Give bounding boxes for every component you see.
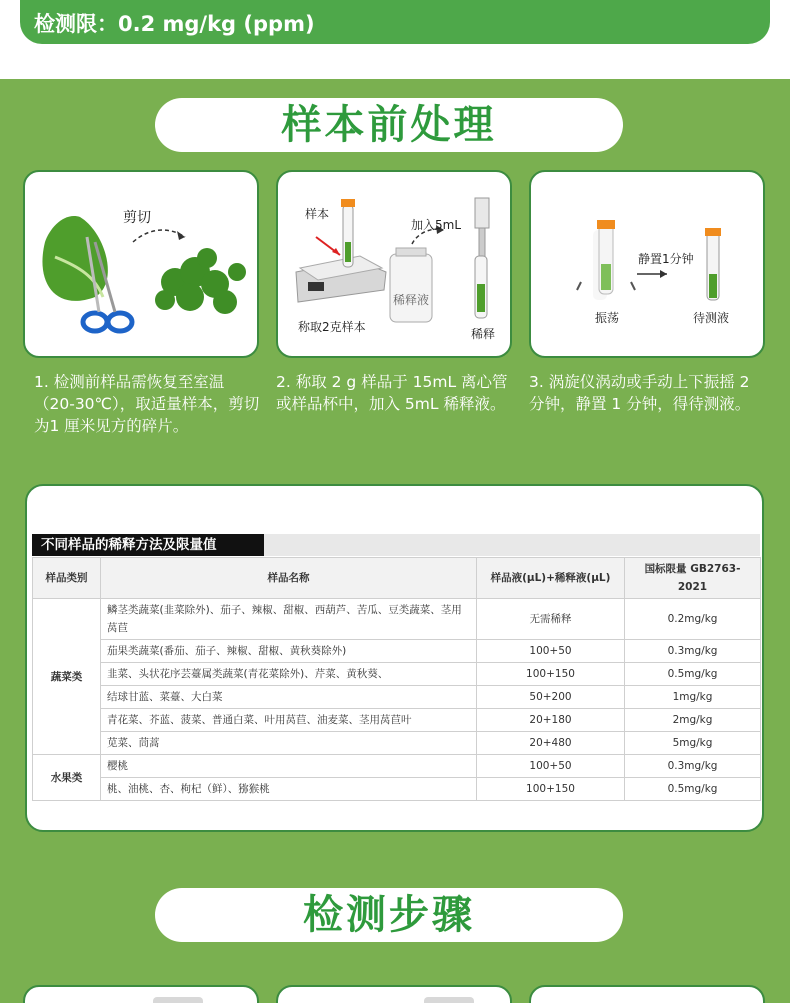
label-sample: 样本: [305, 207, 330, 221]
table-row: [33, 755, 761, 778]
step-1-desc: 1. 检测前样品需恢复至室温（20-30℃），取适量样本，剪切为1 厘米见方的碎片。: [34, 373, 260, 435]
limit-cell: 5mg/kg: [625, 732, 761, 755]
table-row: [33, 640, 761, 663]
ratio-cell: 20+480: [477, 732, 625, 755]
table-row: [33, 709, 761, 732]
step-card-detect-2: [276, 985, 512, 1003]
detection-limit: 检测限：0.2 mg/kg (ppm): [34, 12, 315, 36]
table-row: [33, 599, 761, 640]
header-limit: 国标限量 GB2763-2021: [625, 558, 761, 599]
label-cut: 剪切: [123, 210, 151, 226]
limit-cell: 2mg/kg: [625, 709, 761, 732]
label-shake: 振荡: [595, 311, 620, 325]
limit-cell: 1mg/kg: [625, 686, 761, 709]
ratio-cell: 50+200: [477, 686, 625, 709]
limit-cell: 0.3mg/kg: [625, 755, 761, 778]
name-cell: 青花菜、芥蓝、菠菜、普通白菜、叶用莴苣、油麦菜、茎用莴苣叶: [101, 709, 477, 732]
header-ratio: 样品液(μL)+稀释液(μL): [477, 558, 625, 599]
limit-cell: 0.2mg/kg: [625, 599, 761, 640]
step-card-detect-1: [23, 985, 259, 1003]
ratio-cell: 无需稀释: [477, 599, 625, 640]
step-card-shake: [529, 170, 765, 358]
label-ready: 待测液: [693, 311, 730, 325]
step-card-detect-3: [529, 985, 765, 1003]
device-image: [424, 997, 474, 1003]
label-rest-1min: 静置1分钟: [638, 252, 694, 266]
category-cell: 蔬菜类: [33, 599, 101, 755]
name-cell: 鳞茎类蔬菜(韭菜除外)、茄子、辣椒、甜椒、西葫芦、苦瓜、豆类蔬菜、茎用莴苣: [101, 599, 477, 640]
ratio-cell: 100+150: [477, 663, 625, 686]
step-2-desc: 2. 称取 2 g 样品于 15mL 离心管或样品杯中，加入 5mL 稀释液。: [276, 373, 508, 413]
ratio-cell: 20+180: [477, 709, 625, 732]
limit-cell: 0.3mg/kg: [625, 640, 761, 663]
label-dilute: 稀释: [471, 327, 496, 341]
section-title-detection: [155, 888, 623, 942]
section-title-text: 检测步骤: [303, 892, 475, 938]
table-header-row: [33, 558, 761, 599]
header-name: 样品名称: [101, 558, 477, 599]
category-cell: 水果类: [33, 755, 101, 801]
cut-illustration: [25, 172, 259, 358]
limit-cell: 0.5mg/kg: [625, 778, 761, 801]
dilution-table: [32, 557, 761, 801]
step-card-weigh: [276, 170, 512, 358]
top-banner: [20, 0, 770, 44]
limit-cell: 0.5mg/kg: [625, 663, 761, 686]
name-cell: 樱桃: [101, 755, 477, 778]
name-cell: 苋菜、茼蒿: [101, 732, 477, 755]
step-3-desc: 3. 涡旋仪涡动或手动上下振摇 2 分钟，静置 1 分钟，得待测液。: [529, 373, 751, 413]
name-cell: 韭菜、头状花序芸薹属类蔬菜(青花菜除外)、芹菜、黄秋葵、: [101, 663, 477, 686]
section-title-pretreatment: [155, 98, 623, 152]
ratio-cell: 100+50: [477, 755, 625, 778]
device-image: [153, 997, 203, 1003]
table-row: [33, 778, 761, 801]
name-cell: 结球甘蓝、菜薹、大白菜: [101, 686, 477, 709]
table-title: 不同样品的稀释方法及限量值: [32, 534, 264, 556]
label-diluent: 稀释液: [393, 293, 430, 307]
table-row: [33, 663, 761, 686]
step-card-cut: [23, 170, 259, 358]
label-weigh-2g: 称取2克样本: [298, 320, 366, 334]
table-row: [33, 686, 761, 709]
header-category: 样品类别: [33, 558, 101, 599]
dilution-table-card: [25, 484, 764, 832]
ratio-cell: 100+150: [477, 778, 625, 801]
name-cell: 茄果类蔬菜(番茄、茄子、辣椒、甜椒、黄秋葵除外): [101, 640, 477, 663]
section-title-text: 样本前处理: [281, 102, 497, 148]
label-add-5ml: 加入5mL: [411, 218, 462, 232]
table-row: [33, 732, 761, 755]
name-cell: 桃、油桃、杏、枸杞（鲜）、猕猴桃: [101, 778, 477, 801]
ratio-cell: 100+50: [477, 640, 625, 663]
